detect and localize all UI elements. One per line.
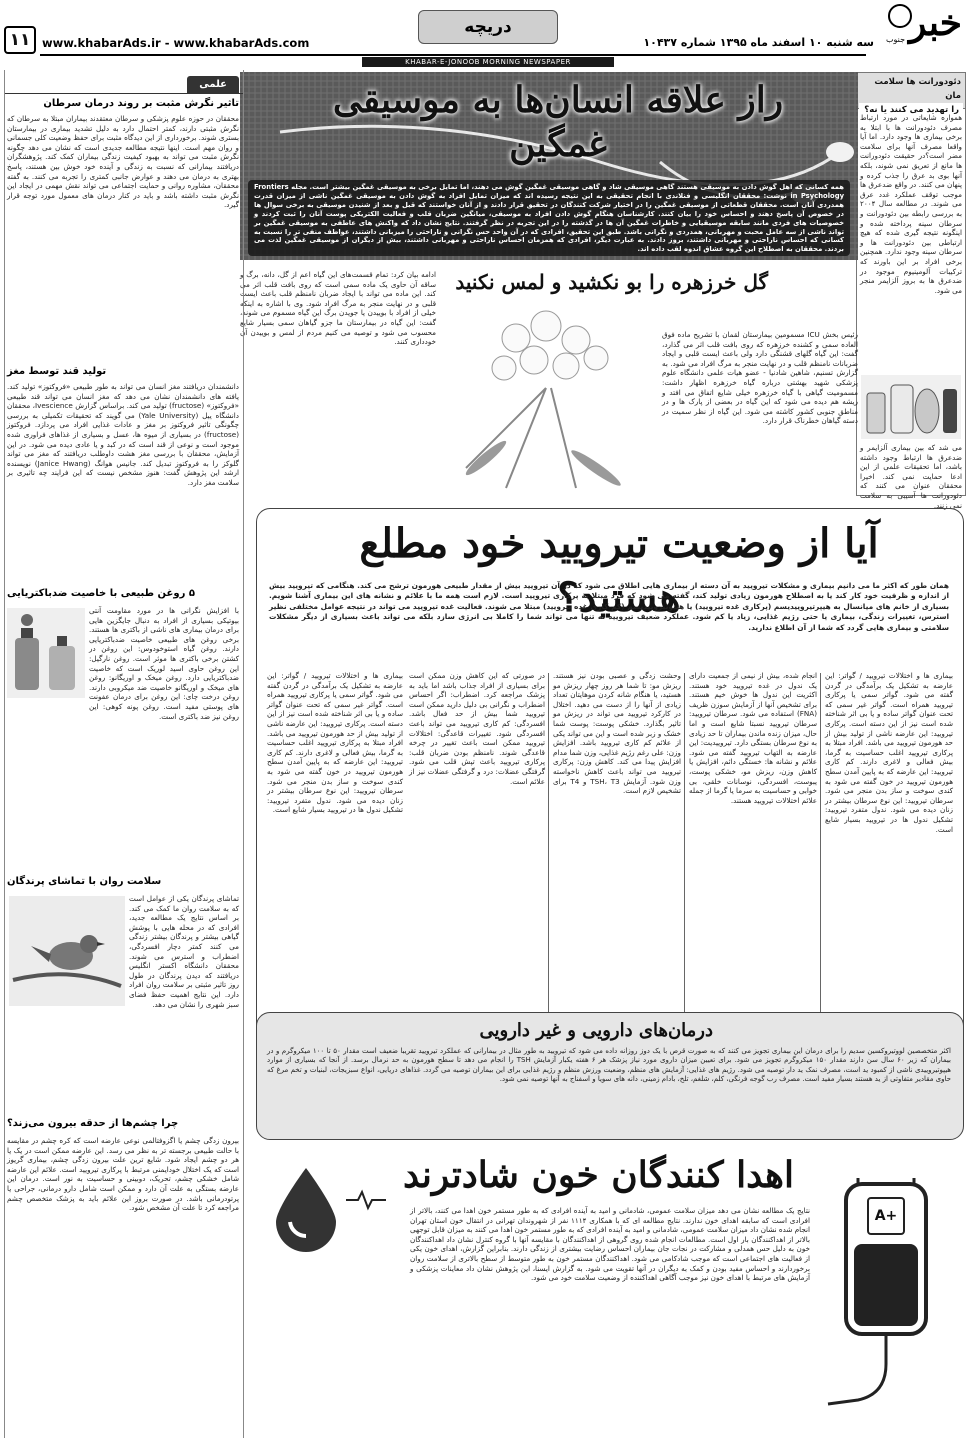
music-headline: راز علاقه انسان‌ها به موسیقی غمگین [332,79,784,165]
section-title: دریچه [464,17,512,37]
website[interactable]: www.khabarAds.ir - www.khabarAds.com [42,36,310,50]
oleander-image [446,298,652,494]
article-3-title: ۵ روغن طبیعی با خاصیت ضدباکتریایی [7,588,195,599]
oleander-flower-illustration [446,298,652,494]
masthead-rule [40,54,866,56]
article-3-body: با افزایش نگرانی ها در مورد مقاومت آنتی بیوتیکی بسیاری از افراد به دنبال جایگزین هایی برای درمان بیماری های ناشی از باکتری ها هستند. برخی روغن های طبیعی خاصیت ضدباکتریایی دارند. روغن گیاه استوخودوس: این روغن در کشتن برخی باکتری ها موثر است. روغن نارگیل: این روغن حاوی اسید لوریک است که خاصیت ضدباکتریایی دارد. روغن میخک و اوریگانو: روغن های میخک و اوریگانو خاصیت ضد میکروبی دارند. روغن درخت چای: این روغن برای درمان عفونت های پوستی مفید است. روغن پونه کوهی: این روغن نیز ضد باکتری است. [89,606,239,721]
thyroid-article [256,508,964,1038]
flower-body-right: رئیس بخش ICU مسمومین بیمارستان لقمان با تشریح ماده فوق العاده سمی و کشنده خرزهره که روی بافت قلب اثر می گذارد، گفت: این گیاه گلهای قشنگی دارد ولی باعث ایست قلبی و ایجاد ضربانات نامنظم قلب و در نهایت منجر به مرگ افراد می شود. به گزارش تسنیم، شاهین شادنیا - عضو هیات علمی دانشگاه علوم پزشکی شهید بهشتی درباره گیاه خرزهره اظهار داشت: مسمومیت گیاهی با گیاه خرزهره خیلی شایع اتفاق می افتد و ریشه هم دیده می شود که این گیاه در بعضی از پارک ها و در مناطق جنوبی کشور کاشته می شود. این گیاه از نظر سمیت در دسته گیاهان خطرناک قرار دارد. [662,330,858,426]
deodorant-body-2: می شد که بین بیماری آلزایمر و ضدعرق ها ارتباط وجود داشته باشد، اما تحقیقات علمی از این ادعا حمایت نمی کند. اخیرا محققان عنوان می کنند که دئودورانت ها آسیبی به سلامت نمی زنند. [860,443,962,510]
essential-oil-bottles-illustration [7,608,85,698]
deodorant-bottles-illustration [861,375,961,439]
thyroid-intro: همان طور که اکثر ما می دانیم بیماری و مشکلات تیرویید به آن دسته از بیماری هایی اطلاق می شود که در آن تیرویید بیش از مقدار طبیعی هورمون ترشح می کند. هنگامی که تیرویید بیش از اندازه و ظرفیت خود کار کند یا به اصطلاح هورمون زیادی تولید کند، گفته می شود که فرد مبتلا به پرکاری تیرویید است. لازم است همه ما با علائم و نشانه های این بیماری آشنا شویم. بسیاری از خانم های میانسال به هیپرتیروییدیسم (پرکاری غده تیرویید) یا هیپوتیروییدیسم (کم کاری غده تیرویید) مبتلا می شوند. فعالیت غده تیرویید می تواند در نتیجه عوامل مختلفی نظیر استرس، تغییرات زندگی، بیماری یا حتی رژیم غذایی، زیاد یا کم شود. عملکرد ضعیف تیرویید نه تنها می تواند شما را کاملا بی انرژی سازد بلکه می تواند باعث بسیاری از دیگر مشکلات سلامتی و بیماری هایی گردد که شما از آن اطلاع ندارید. [269,581,949,632]
article-4-body: تماشای پرندگان یکی از عوامل است که به سلامت روان ما کمک می کند. بر اساس نتایج یک مطالعه جدید، افرادی که در محله هایی با پوشش گیاهی بیشتر و پرندگان بیشتر زندگی می کنند کمتر دچار افسردگی، اضطراب و استرس می شوند. محققان دانشگاه اکستر انگلیس دریافتند که دیدن پرندگان در طول روز تاثیر مثبتی بر سلامت روان افراد دارد. این نتایج اهمیت حفظ فضای سبز شهری را نشان می دهد. [129,894,239,1009]
blood-article [256,1146,964,1436]
article-4-title: سلامت روان با تماشای پرندگان [7,876,162,887]
science-section-tab [5,76,243,94]
thyroid-headline: آیا از وضعیت تیرویید خود مطلع هستید؟ [359,520,879,621]
col-divider [820,673,821,1021]
music-body: همه کسانی که اهل گوش دادن به موسیقی هستند گاهی موسیقی شاد و گاهی موسیقی غمگین گوش می دهند، اما تمایل برخی به موسیقی غمگین بیشتر است. مجله Frontiers in Psychology نوشت: محققان انگلیسی و فنلاندی با انجام تحقیقی به این نتیجه رسیده اند که میزان تمایل افراد به گوش دادن به موسیقی غمگین ناشی از میزان قدرت همدردی آنان است. محققان قطعاتی از موسیقی غمگین را در اختیار شرکت کنندگان در تحقیق قرار دادند و از آنان خواستند که قبل و بعد از شنیدن موسیقی به برخی سوال ها در خصوص آن پاسخ دهند و احساس خود را بیان کنند. کارشناسان هنگام گوش دادن افراد به موسیقی، میانگین ضربان قلب و فعالیت الکتریکی پوست آنان را ثبت کردند و خصوصیات های فردی مانند سابقه موسیقیایی و خاطرات غمگین آن ها در گذشته را در این تجربه در نظر گرفتند. نتایج نشان داد که واکنش های عاطفی به موسیقی غمگین بر تواند ناشی از سه عامل محبت و مهربانی، همدردی و نگرانی باشد. طبق این تحقیق، افرادی که در آن واحد حس نگرانی و ناراحتی را میزبانی داشتند، عواطف منفی تر را نسبت به کسانی که احساس ناراحتی و مهربانی داشتند، بروز دادند. به عبارت دیگر، افرادی که همزمان احساس ناراحتی و مهربانی داشتند، بیش از دیگران از موسیقی غمگین لذت می بردند. محققان به اصطلاح این گروه عشاق اندوه لقب داده اند. [254,183,844,254]
thyroid-col-2: انجام شده، بیش از نیمی از جمعیت دارای یک ندول در غده تیرویید خود هستند. اکثریت این ندول ها خوش خیم هستند. برای تشخیص آنها از آزمایش سوزن ظریف (FNA) استفاده می شود. سرطان تیرویید: سرطان تیرویید نسبتا شایع است و اما حال، میزان زنده ماندن بیماران تا حد زیادی به نوع سرطان بستگی دارد. تیروییدیت: این عارضه به التهاب تیرویید گفته می شود. علائم و نشانه ها: خستگی دائم، افزایش یا کاهش وزن، ریزش مو، خشکی پوست، یبوست، افسردگی، نوسانات خلقی، بی خوابی و حساسیت به سرما یا گرما از جمله علائم اختلالات تیرویید هستند. [689,671,817,805]
article-5-title: چرا چشم‌ها از حدقه بیرون می‌زند؟ [7,1118,179,1129]
thyroid-col-1: بیماری ها و اختلالات تیرویید / گواتر: این عارضه به تشکیل یک برآمدگی در گردن گفته می شود. گواتر سمی یا پرکاری تیرویید همراه است. گواتر غیر سمی که تحت عنوان گواتر ساده و یا بی اثر شناخته شده است نیز از این دسته است. پرکاری تیرویید: این عارضه ناشی از تولید بیش از حد هورمون تیرویید می باشد. افراد مبتلا به پرکاری تیرویید اغلب حساسیت به گرما، بیش فعالی و لاغری دارند. کم کاری تیرویید: این عارضه که به پایین آمدن سطح هورمون تیرویید در خون گفته می شود به کندی سوخت و ساز بدن منجر می شود. سرطان تیرویید: این نوع سرطان بیشتر در زنان دیده می شود. ندول متفرد تیرویید: تشکیل ندول ها در تیرویید بسیار شایع است. [825,671,953,834]
bird-image [9,896,125,1006]
blood-drop-icon [266,1164,346,1244]
masthead [0,0,970,68]
science-label: علمی [187,76,239,93]
flower-article [240,264,858,500]
article-1-title: تاثیر نگرش مثبت بر روند درمان سرطان [43,98,239,109]
flower-body-left: ادامه بیان کرد: تمام قسمت‌های این گیاه اعم از گل، دانه، برگ و ساقه آن حاوی یک ماده سمی است که روی بافت قلب اثر می کند. این ماده می تواند با ایجاد ضربان نامنظم قلب باعث ایست قلبی و در نهایت منجر به مرگ افراد شود. وی با اشاره به اینکه خیلی از افراد با بوییدن یا جویدن برگ این گیاه مسموم می شوند، گفت: این گیاه در بیمارستان ما جزو گیاهان سمی بسیار شایع محسوب می شود و توصیه می کنیم مردم از لمس و بوییدن آن خودداری کنند. [240,270,436,347]
heartbeat-icon [346,1190,386,1210]
paper-name-bar [362,57,614,67]
section-tab [418,10,558,44]
logo-emblem [888,4,912,28]
issue-date: سه شنبه ۱۰ اسفند ماه ۱۳۹۵ شماره ۱۰۴۳۷ [643,36,874,49]
oil-bottles-image [7,608,85,698]
col-divider [684,673,685,1021]
bird-on-branch-illustration [9,896,125,1006]
article-2-title: تولید قند توسط مغز [7,366,107,377]
right-column [856,72,966,510]
treatment-title: درمان‌های دارویی و غیر دارویی [479,1020,713,1041]
masthead-logo [886,2,962,46]
blood-headline: اهدا کنندگان خون شادترند [402,1154,794,1196]
thyroid-col-5 [267,671,403,1025]
deodorant-title-line2: را تهدید می کنند یا نه؟ [859,103,963,117]
deodorant-title-line1: دئودورانت ها سلامت مان [874,77,961,101]
logo-sub: جنوب [886,35,906,44]
music-article [240,72,858,262]
paper-name-en: KHABAR-E-JONOOB MORNING NEWSPAPER [405,58,571,66]
page-number: ۱۱ [4,26,36,54]
blood-drop-image [266,1164,346,1244]
blood-type-label: A+ [874,1208,898,1224]
thyroid-col-3: وحشت زدگی و عصبی بودن نیز هستند. ریزش مو: تا شما هر روز چهار ریزش مو هستید، یا هنگام شانه کردن موهایتان تعداد زیادی از آنها را از دست می دهید. اختلال در کارکرد تیرویید می تواند در ریزش مو تاثیر بگذارد. خشکی پوست: پوست شما خشک و زبر شده است و این می تواند یکی از علائم کم کاری تیرویید باشد. افزایش وزن: علی رغم رژیم غذایی، وزن شما مدام افزایش پیدا می کند. کاهش وزن: پرکاری تیرویید می تواند باعث کاهش ناخواسته وزن شود. آزمایش TSH، T3 و T4 برای تشخیص لازم است. [553,671,682,796]
left-column [4,70,244,1438]
treatment-body: اکثر متخصصین لووتیروکسین سدیم را برای درمان این بیماری تجویز می کنند که به صورت قرص با یک دوز روزانه داده می شود که تیرویید به طور مثال در بیمارانی که عملکرد تیرویید تقریبا ضعیف است مقدار ۵۰ تا ۱۰۰ میکروگرم و در بیماران که زیر ۶۰ سال سن دارند مقدار ۱۵۰ میکروگرم تجویز می شود. برای تعیین میزان داروی مورد نیاز پزشک هر ۶ هفته یکبار آزمایش TSH را انجام می دهد تا سطح هورمون به حد نرمال برسد. از آنجا که بسیاری از موارد هیپوتیروییدی ناشی از کمبود ید است، مصرف نمک ید دار توصیه می شود. رژیم های غذایی: آزمایش های منظم، وضعیت ورزش منظم و رژیم غذایی برای این بیماران توصیه می گردد. غذاهای دریایی، انواع سبزیجات، لبنیات و تخم مرغ که حاوی مقادیر متفاوتی از ید هستند بسیار مفید است. مصرف رب گوجه فرنگی، کلم، شلغم، تلخ، بادام زمینی، دانه های سویا و اسفناج به آنها توصیه نمی شود. [267,1047,951,1084]
article-5-body: بیرون زدگی چشم یا اگزوفتالمی نوعی عارضه است که کره چشم در مقایسه با حالت طبیعی برجسته تر به نظر می رسد. این عارضه ممکن است در یک یا هر دو چشم ایجاد شود. شایع ترین علت بیرون زدگی چشم، بیماری گریوز است که یک اختلال خودایمنی مرتبط با پرکاری تیرویید است. علائم این عارضه شامل خشکی چشم، تحریک، دوبینی و حساسیت به نور است. درمان این عارضه بستگی به علت آن دارد و ممکن است شامل دارو درمانی، جراحی یا پرتودرمانی باشد. در صورت بروز این علائم باید به پزشک متخصص چشم مراجعه کرد تا علت آن مشخص شود. [7,1136,239,1213]
deodorant-image [861,375,961,439]
article-1-body: محققان در حوزه علوم پزشکی و سرطان معتقدند بیماران مبتلا به سرطان که نگرش مثبتی دارند، کمتر احتمال دارد به دلیل تشدید بیماری در بیمارستان بستری شوند. برخورداری از این دیدگاه مثبت برای حفظ وضعیت کلی جسمانی و روان مهم است. اینها نتیجه مطالعه جدیدی است که نشان می دهد چگونه نگرش مثبت می تواند به بهبود کیفیت زندگی بیماران کمک کند. پژوهشگران دریافتند بیمارانی که نسبت به زندگی و آینده خود خوش بین هستند، پاسخ بهتری به درمان می دهند و عوارض جانبی کمتری را تجربه می کنند. به گفته محققان، مشاوره روانی و حمایت اجتماعی می تواند نقش مهمی در ایجاد این نگرش مثبت داشته باشد و باید در کنار درمان های معمول مورد توجه قرار گیرد. [7,114,239,210]
article-2-body: دانشمندان دریافتند مغز انسان می تواند به طور طبیعی «فروکتوز» تولید کند. یافته های دانشمندان نشان می دهد که مغز انسان می تواند قند طبیعی «فروکتوز» (fructose) تولید می کند. براساس گزارش Ivescience، محققان دانشگاه ییل (Yale University) می گویند که تحقیقات تکمیلی به بررسی چگونگی تاثیر فروکتوز بر مغز و عادات غذایی افراد می پردازد. فروکتوز (fructose) در بسیاری از میوه ها، عسل و بسیاری از غذاهای فراوری شده موجود است و نوعی از قند است که در کبد و یا عادی دیده می شود. در این آزمایش، محققان با بررسی مغز هشت داوطلب دریافتند که مغز می تواند گلوکز را به فروکتوز تبدیل کند. جانیس هوانگ (Janice Hwang) نویسنده ارشد این پژوهش گفت: هنوز مشخص نیست که این فرایند چه تاثیری بر سلامت مغز دارد. [7,382,239,487]
treatment-box [256,1012,964,1140]
col-divider [548,673,549,1021]
thyroid-col-4: در صورتی که این کاهش وزن ممکن است برای بسیاری از افراد جذاب باشد اما باید به پزشک مراجعه کرد. اضطراب: اگر احساس اضطراب و نگرانی بی دلیل دارید ممکن است تیرویید شما بیش از حد فعال باشد. افسردگی: کم کاری تیرویید می تواند باعث افسردگی شود. تغییرات قاعدگی: اختلالات تیرویید ممکن است باعث تغییر در چرخه قاعدگی شوند. نامنظم بودن ضربان قلب: پرکاری تیرویید باعث تپش قلب می شود. گرفتگی عضلات: درد و گرفتگی عضلات نیز از علائم است. [409,671,545,786]
blood-bag-image [818,1174,954,1430]
logo-text: خبر [909,2,962,44]
thyroid-col-5-text: بیماری ها و اختلالات تیرویید / گواتر: این عارضه به تشکیل یک برآمدگی در گردن گفته می شود. گواتر سمی یا پرکاری تیرویید همراه است. گواتر غیر سمی که تحت عنوان گواتر ساده و یا بی اثر شناخته شده است نیز از این دسته است. پرکاری تیرویید: این عارضه ناشی از تولید بیش از حد هورمون تیرویید می باشد. افراد مبتلا به پرکاری تیرویید اغلب حساسیت به گرما، بیش فعالی و لاغری دارند. کم کاری تیرویید: این عارضه که به پایین آمدن سطح هورمون تیرویید در خون گفته می شود به کندی سوخت و ساز بدن منجر می شود. سرطان تیرویید: این نوع سرطان بیشتر در زنان دیده می شود. ندول متفرد تیرویید: تشکیل ندول ها در تیرویید بسیار شایع است. [267,671,403,815]
deodorant-title-box [857,73,965,115]
deodorant-body: همواره شایعاتی در مورد ارتباط مصرف دئودورانت ها با ابتلا به برخی بیماری ها وجود دارد. اما آیا واقعا مصرف آنها برای سلامت مضر است؟در حقیقت دئودورانت ها مانع از تعریق نمی شوند، بلکه آنها بوی بد عرق را جذب کرده و پنهان می کنند. در واقع ضدعرق ها موجب توقف عملکرد غدد عرق می شوند. در مطالعه سال ۲۰۰۴ به بررسی رابطه بین دئودورانت و سرطان سینه پرداخته شده و اینگونه نتیجه گیری شده که هیچ ارتباطی بین دئودورانت ها و سرطان سینه وجود ندارد. همچنین برخی افراد بر این باورند که ترکیبات آلومینیوم موجود در ضدعرق ها به بروز آلزایمر منجر می شود. [860,113,962,295]
music-body-box [248,180,850,256]
flower-headline: گل خرزهره را بو نکشید و لمس نکنید [455,270,768,294]
heartbeat-line [346,1190,386,1210]
blood-body: نتایج یک مطالعه نشان می دهد میزان سلامت عمومی، شادمانی و امید به آینده افرادی که به طور مستمر خون اهدا می کنند، بالاتر از افرادی است که سابقه اهدای خون ندارند. نتایج مطالعه ای که با همکاری ۱۱۱۴ نفر از شهروندان تهرانی در انتقال خون استان تهران انجام شده نشان داد میزان سلامت عمومی، شادمانی و امید به آینده افرادی که به طور مستمر خون اهدا می کنند به میزان قابل توجهی بالاتر از اهداکنندگان بار اول است. مطالعات انجام شده روی گروهی از اهداکنندگان با مقایسه آنها با گروه کنترل نشان داد اهداکنندگان خون به دلیل حس همدلی و مشارکت در نجات جان بیماران احساس رضایت بیشتری از زندگی دارند. بنابراین گزارش، اهدای خون یکی از فعالیت های اجتماعی است که موجب شادکامی می شود. اهداکنندگان مستمر خون به طور متوسط از سطح بالاتری از سلامت روان برخوردارند و احساس مفید بودن و کمک به دیگران در آنها تقویت می شود. به گزارش ایسنا، این پژوهش نشان داد معاینات پزشکی و آزمایش های مرتبط با اهدای خون نیز موجب آگاهی اهداکننده از وضعیت سلامت خود می شود. [410,1206,810,1283]
